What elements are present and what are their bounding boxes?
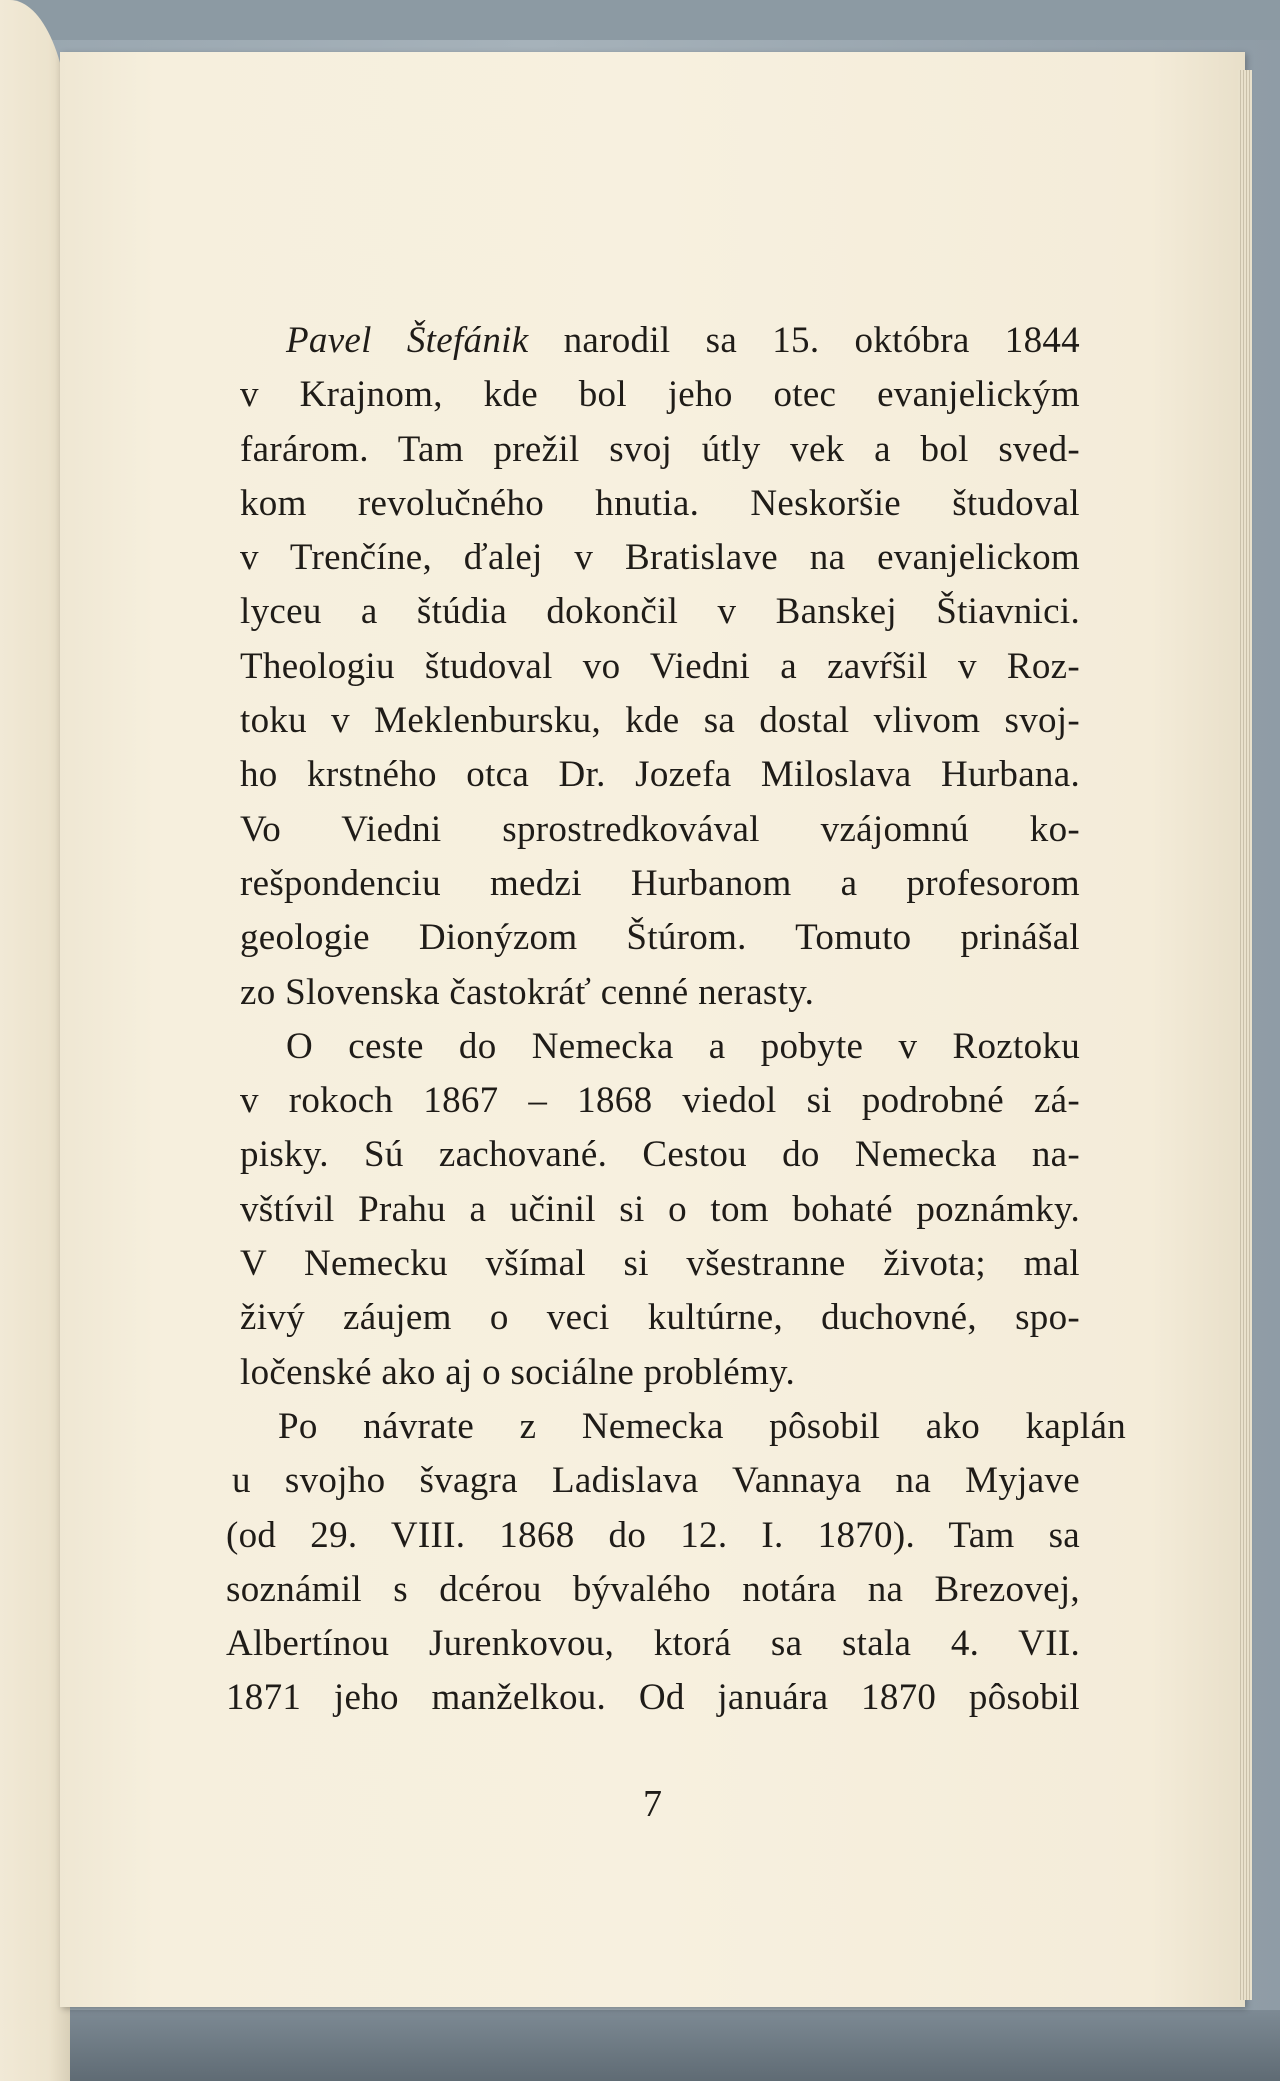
book-page bbox=[60, 52, 1245, 2007]
page-stack-edges bbox=[1238, 70, 1252, 2000]
text-line: ho krstného otca Dr. Jozefa Miloslava Hurbana. bbox=[240, 754, 1080, 796]
text-line: lyceu a štúdia dokončil v Banskej Štiavnici. bbox=[240, 591, 1080, 633]
text-line: V Nemecku všímal si všestranne života; mal bbox=[240, 1243, 1080, 1285]
text-line: geologie Dionýzom Štúrom. Tomuto prinášal bbox=[240, 917, 1080, 959]
paragraph-2 bbox=[240, 1020, 1080, 1400]
text-line-rest: narodil sa 15. októbra 1844 bbox=[528, 320, 1080, 361]
text-line: (od 29. VIII. 1868 do 12. I. 1870). Tam sa bbox=[226, 1514, 1080, 1556]
text-line: v Krajnom, kde bol jeho otec evanjelickým bbox=[240, 374, 1080, 416]
text-line: Po návrate z Nemecka pôsobil ako kaplán bbox=[278, 1405, 1126, 1447]
text-line bbox=[240, 314, 1080, 368]
text-line: v rokoch 1867 – 1868 viedol si podrobné zá- bbox=[240, 1080, 1080, 1122]
text-line: soznámil s dcérou bývalého notára na Brezovej, bbox=[226, 1568, 1080, 1610]
text-line: Theologiu študoval vo Viedni a zavŕšil v Roz- bbox=[240, 645, 1080, 687]
text-line: O ceste do Nemecka a pobyte v Roztoku bbox=[286, 1025, 1080, 1067]
text-line: Albertínou Jurenkovou, ktorá sa stala 4. VII. bbox=[226, 1623, 1080, 1665]
paragraph-3 bbox=[226, 1400, 1126, 1726]
text-line: ločenské ako aj o sociálne problémy. bbox=[240, 1351, 795, 1393]
text-line: kom revolučného hnutia. Neskoršie študoval bbox=[240, 482, 1080, 524]
paragraph-1 bbox=[240, 314, 1080, 1020]
page-number: 7 bbox=[643, 1783, 662, 1825]
text-line: Vo Viedni sprostredkovával vzájomnú ko- bbox=[240, 808, 1080, 850]
page-text bbox=[226, 314, 1126, 1726]
author-name: Pavel Štefánik bbox=[286, 320, 529, 361]
text-line: farárom. Tam prežil svoj útly vek a bol sved- bbox=[240, 428, 1080, 470]
text-line: u svojho švagra Ladislava Vannaya na Myjave bbox=[232, 1460, 1080, 1502]
text-line: živý záujem o veci kultúrne, duchovné, spo- bbox=[240, 1297, 1080, 1339]
text-line: rešpondenciu medzi Hurbanom a profesorom bbox=[240, 862, 1080, 904]
text-line: toku v Meklenbursku, kde sa dostal vlivom svoj- bbox=[240, 700, 1080, 742]
text-line: zo Slovenska častokráť cenné nerasty. bbox=[240, 971, 815, 1013]
text-line: pisky. Sú zachované. Cestou do Nemecka na- bbox=[240, 1134, 1080, 1176]
text-line: vštívil Prahu a učinil si o tom bohaté poznámky. bbox=[240, 1188, 1080, 1230]
text-line: 1871 jeho manželkou. Od januára 1870 pôsobil bbox=[226, 1677, 1080, 1719]
text-line: v Trenčíne, ďalej v Bratislave na evanjelickom bbox=[240, 537, 1080, 579]
cover-bottom-edge bbox=[0, 2010, 1280, 2081]
